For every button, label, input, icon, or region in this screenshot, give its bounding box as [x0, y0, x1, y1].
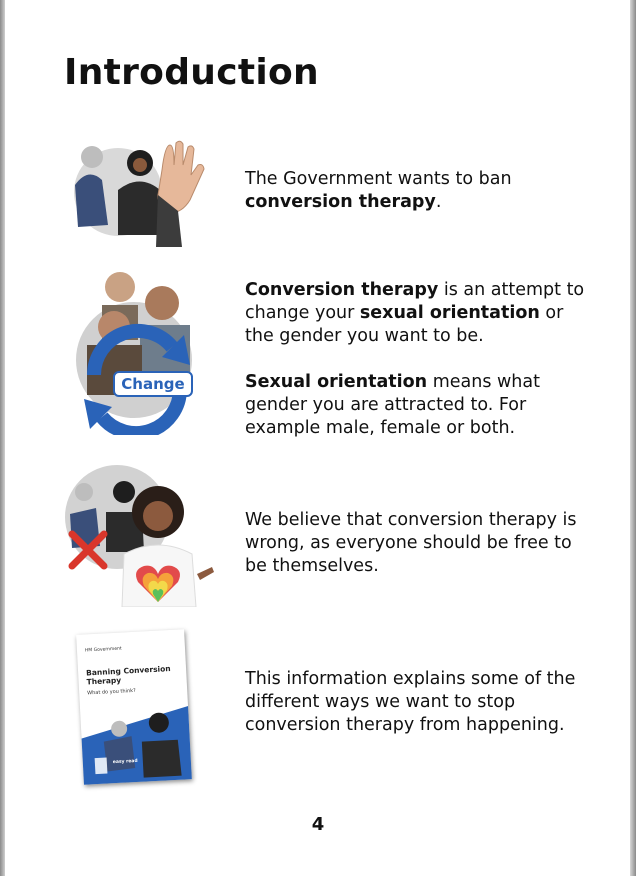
section-definition: [0, 265, 636, 455]
booklet-subtitle: What do you think?: [87, 687, 136, 697]
paragraph: [245, 279, 585, 348]
page-number: 4: [311, 814, 325, 835]
hand-stop-icon: [70, 135, 220, 250]
rainbow-heart-image: [62, 462, 222, 611]
text-run: .: [435, 192, 442, 212]
section-ban-text: [245, 168, 585, 214]
booklet-badge: easy read: [112, 758, 138, 766]
text-run: is an attempt to change your: [245, 280, 585, 323]
paragraph: [245, 371, 585, 440]
section-belief: [0, 462, 636, 612]
booklet-title: Banning Conversion Therapy: [85, 664, 171, 687]
bold-term: Conversion therapy: [245, 280, 439, 300]
change-label: Change: [121, 375, 185, 393]
booklet-org: HM Government: [84, 646, 122, 654]
rainbow-heart-icon: [62, 462, 222, 607]
section-definition-text: [245, 279, 585, 440]
section-ban: [0, 135, 636, 255]
section-information-text: [245, 668, 585, 737]
booklet-cover-image: [76, 629, 192, 784]
text-run: We believe that conversion therapy is wrong, as everyone should be free to be themselves.: [245, 510, 577, 576]
bold-term: sexual orientation: [359, 303, 540, 323]
paragraph: [245, 668, 585, 737]
text-run: means what gender you are attracted to. For example male, female or both.: [245, 372, 540, 438]
section-information: [0, 632, 636, 792]
change-arrows-image: [72, 265, 222, 439]
bold-term: Sexual orientation: [245, 372, 428, 392]
change-arrows-icon: [72, 265, 222, 435]
bold-term: conversion therapy: [245, 192, 436, 212]
hand-stop-image: [70, 135, 220, 254]
text-run: This information explains some of the different ways we want to stop conversion therapy from happening.: [245, 669, 576, 735]
paragraph: [245, 509, 585, 578]
page-title: Introduction: [64, 52, 319, 93]
text-run: The Government wants to ban: [245, 169, 512, 189]
paragraph: [245, 168, 585, 214]
section-belief-text: [245, 509, 585, 578]
text-run: or the gender you want to be.: [245, 303, 564, 346]
